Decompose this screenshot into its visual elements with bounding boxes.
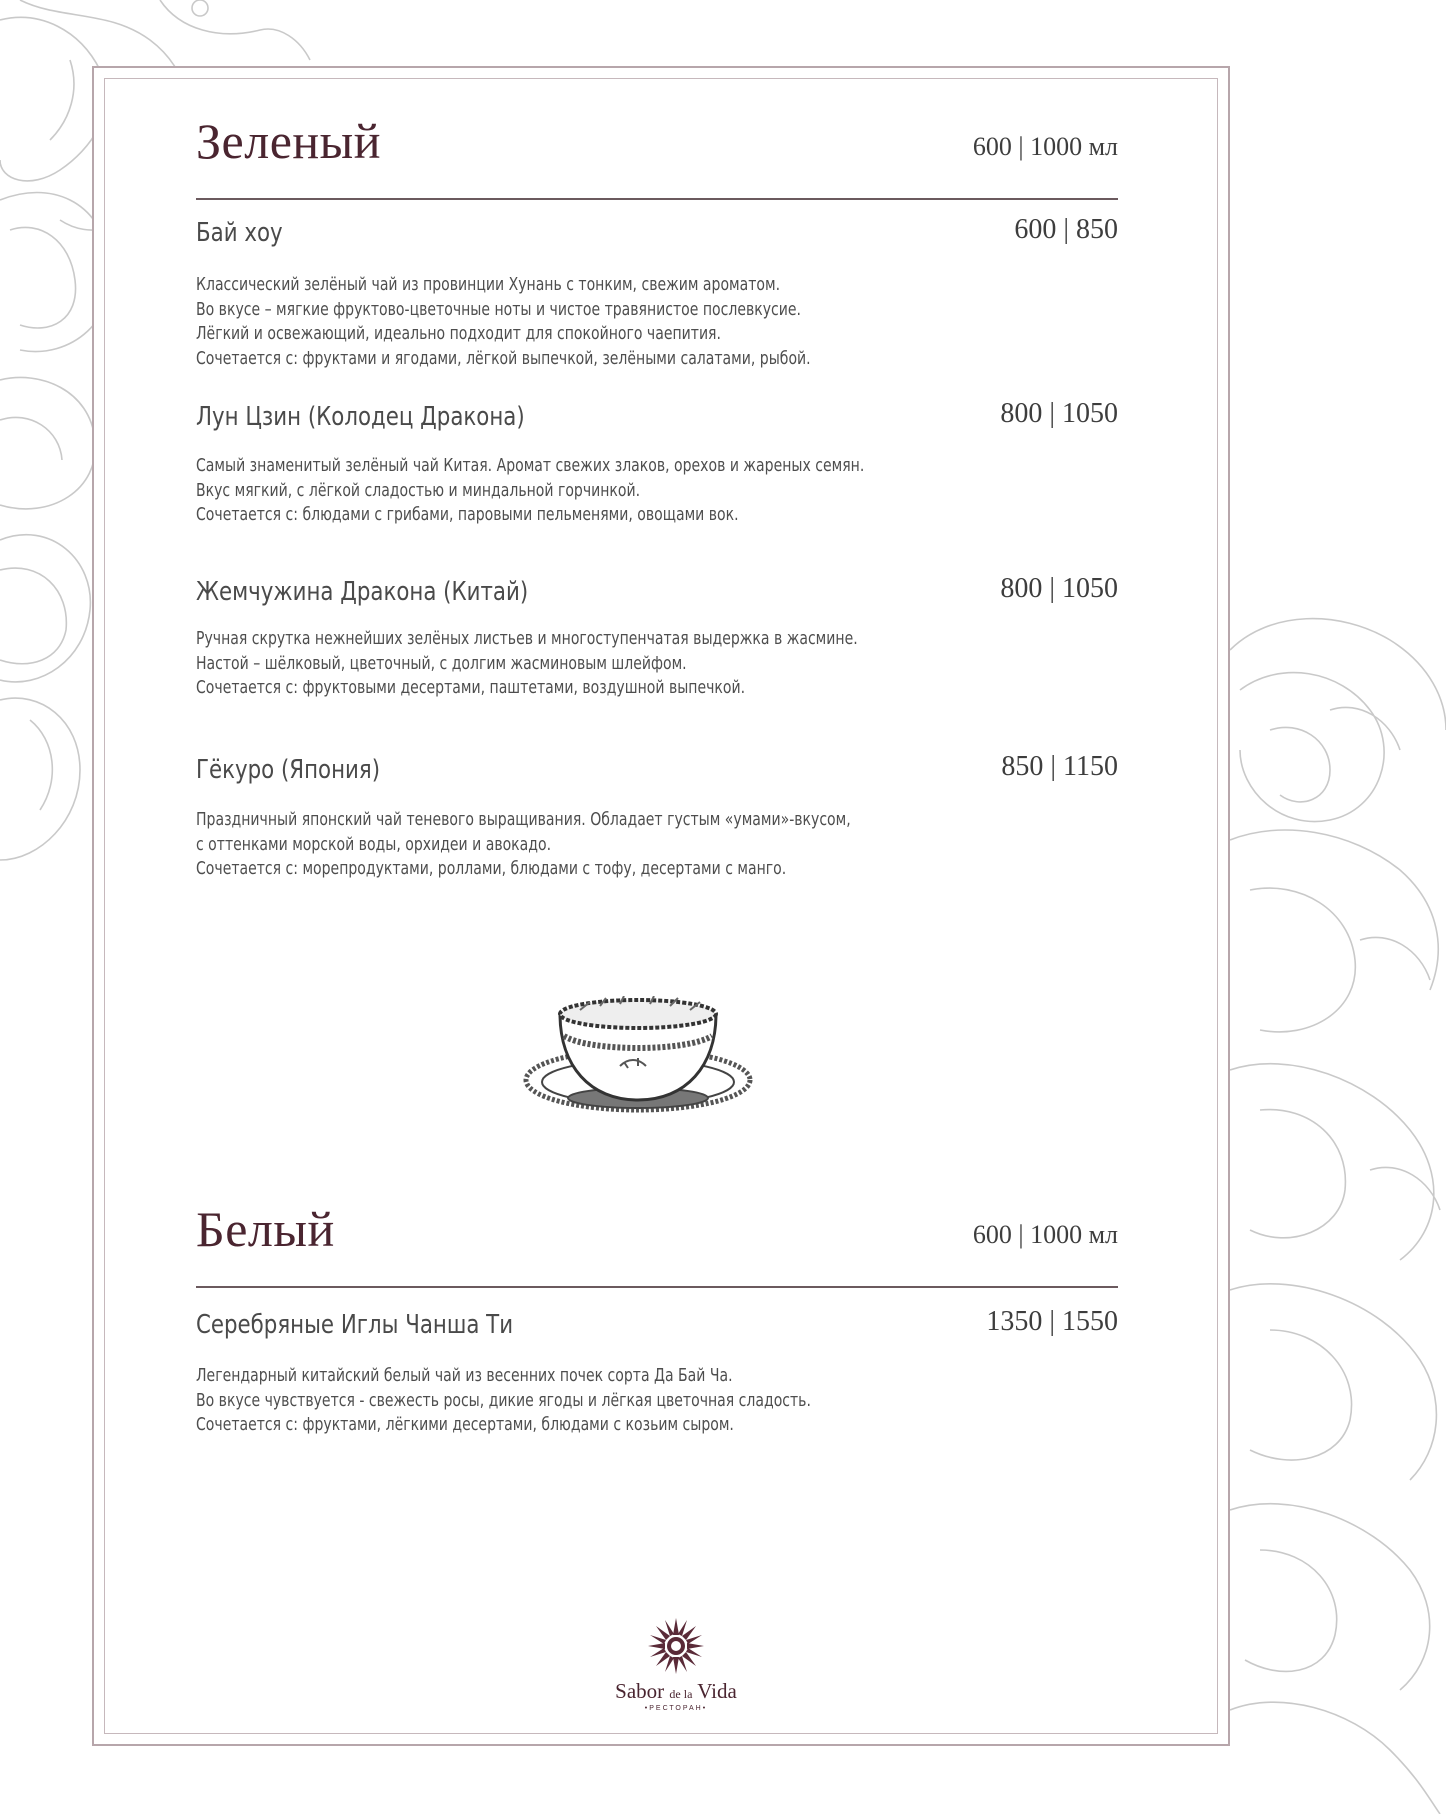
description-line: Ручная скрутка нежнейших зелёных листьев и многоступенчатая выдержка в жасмине.: [196, 628, 858, 649]
description-line: Праздничный японский чай теневого выращивания. Обладает густым «умами»-вкусом,: [196, 809, 851, 830]
item-name: Жемчужина Дракона (Китай): [196, 577, 529, 607]
description-line: с оттенками морской воды, орхидеи и авокадо.: [196, 833, 552, 855]
section-volume: 600 | 1000 мл: [972, 1220, 1118, 1249]
description-line: Настой – шёлковый, цветочный, с долгим жасминовым шлейфом.: [196, 652, 687, 674]
description-line: Во вкусе – мягкие фруктово-цветочные ноты и чистое травянистое послевкусие.: [196, 298, 801, 320]
item-name: Гёкуро (Япония): [196, 755, 381, 785]
sun-logo-icon: [646, 1616, 706, 1676]
description-line: Сочетается с: фруктами, лёгкими десертами, блюдами с козьим сыром.: [196, 1414, 734, 1435]
restaurant-logo: [606, 1616, 746, 1712]
section-volume: 600 | 1000 мл: [972, 132, 1118, 161]
logo-word: Vida: [697, 1679, 737, 1703]
description-line: Вкус мягкий, с лёгкой сладостью и миндальной горчинкой.: [196, 479, 641, 501]
description-line: Сочетается с: морепродуктами, роллами, блюдами с тофу, десертами с манго.: [196, 858, 787, 879]
item-name: Бай хоу: [196, 218, 283, 248]
description-line: Сочетается с: фруктовыми десертами, паштетами, воздушной выпечкой.: [196, 677, 746, 698]
section-header-white: [196, 1201, 1118, 1288]
description-line: Во вкусе чувствуется - свежесть росы, дикие ягоды и лёгкая цветочная сладость.: [196, 1389, 811, 1411]
item-description: [196, 808, 1035, 882]
item-price: 850 | 1150: [1001, 751, 1118, 782]
item-price: 1350 | 1550: [986, 1306, 1118, 1337]
logo-word: de la: [669, 1687, 693, 1701]
description-line: Легендарный китайский белый чай из весенних почек сорта Да Бай Ча.: [196, 1365, 733, 1386]
description-line: Самый знаменитый зелёный чай Китая. Аромат свежих злаков, орехов и жареных семян.: [196, 455, 865, 476]
item-name: Серебряные Иглы Чанша Ти: [196, 1310, 514, 1340]
teacup-illustration: [520, 996, 756, 1120]
floral-decoration-right: [1230, 610, 1446, 1814]
item-name: Лун Цзин (Колодец Дракона): [196, 402, 525, 432]
section-title: Зеленый: [196, 113, 381, 169]
description-line: Классический зелёный чай из провинции Хунань с тонким, свежим ароматом.: [196, 274, 781, 295]
section-header-green: [196, 113, 1118, 200]
logo-word: Sabor: [615, 1679, 665, 1703]
section-title: Белый: [196, 1201, 335, 1257]
logo-subtitle: •РЕСТОРАН•: [644, 1705, 708, 1712]
item-description: [196, 273, 984, 371]
description-line: Сочетается с: блюдами с грибами, паровыми пельменями, овощами вок.: [196, 504, 739, 525]
item-description: [196, 1364, 984, 1438]
item-description: [196, 454, 1053, 528]
item-price: 600 | 850: [1014, 214, 1118, 245]
item-price: 800 | 1050: [1000, 398, 1118, 429]
description-line: Лёгкий и освежающий, идеально подходит для спокойного чаепития.: [196, 323, 721, 344]
logo-name: [606, 1679, 746, 1704]
item-description: [196, 627, 1044, 701]
item-price: 800 | 1050: [1000, 573, 1118, 604]
description-line: Сочетается с: фруктами и ягодами, лёгкой выпечкой, зелёными салатами, рыбой.: [196, 347, 811, 369]
